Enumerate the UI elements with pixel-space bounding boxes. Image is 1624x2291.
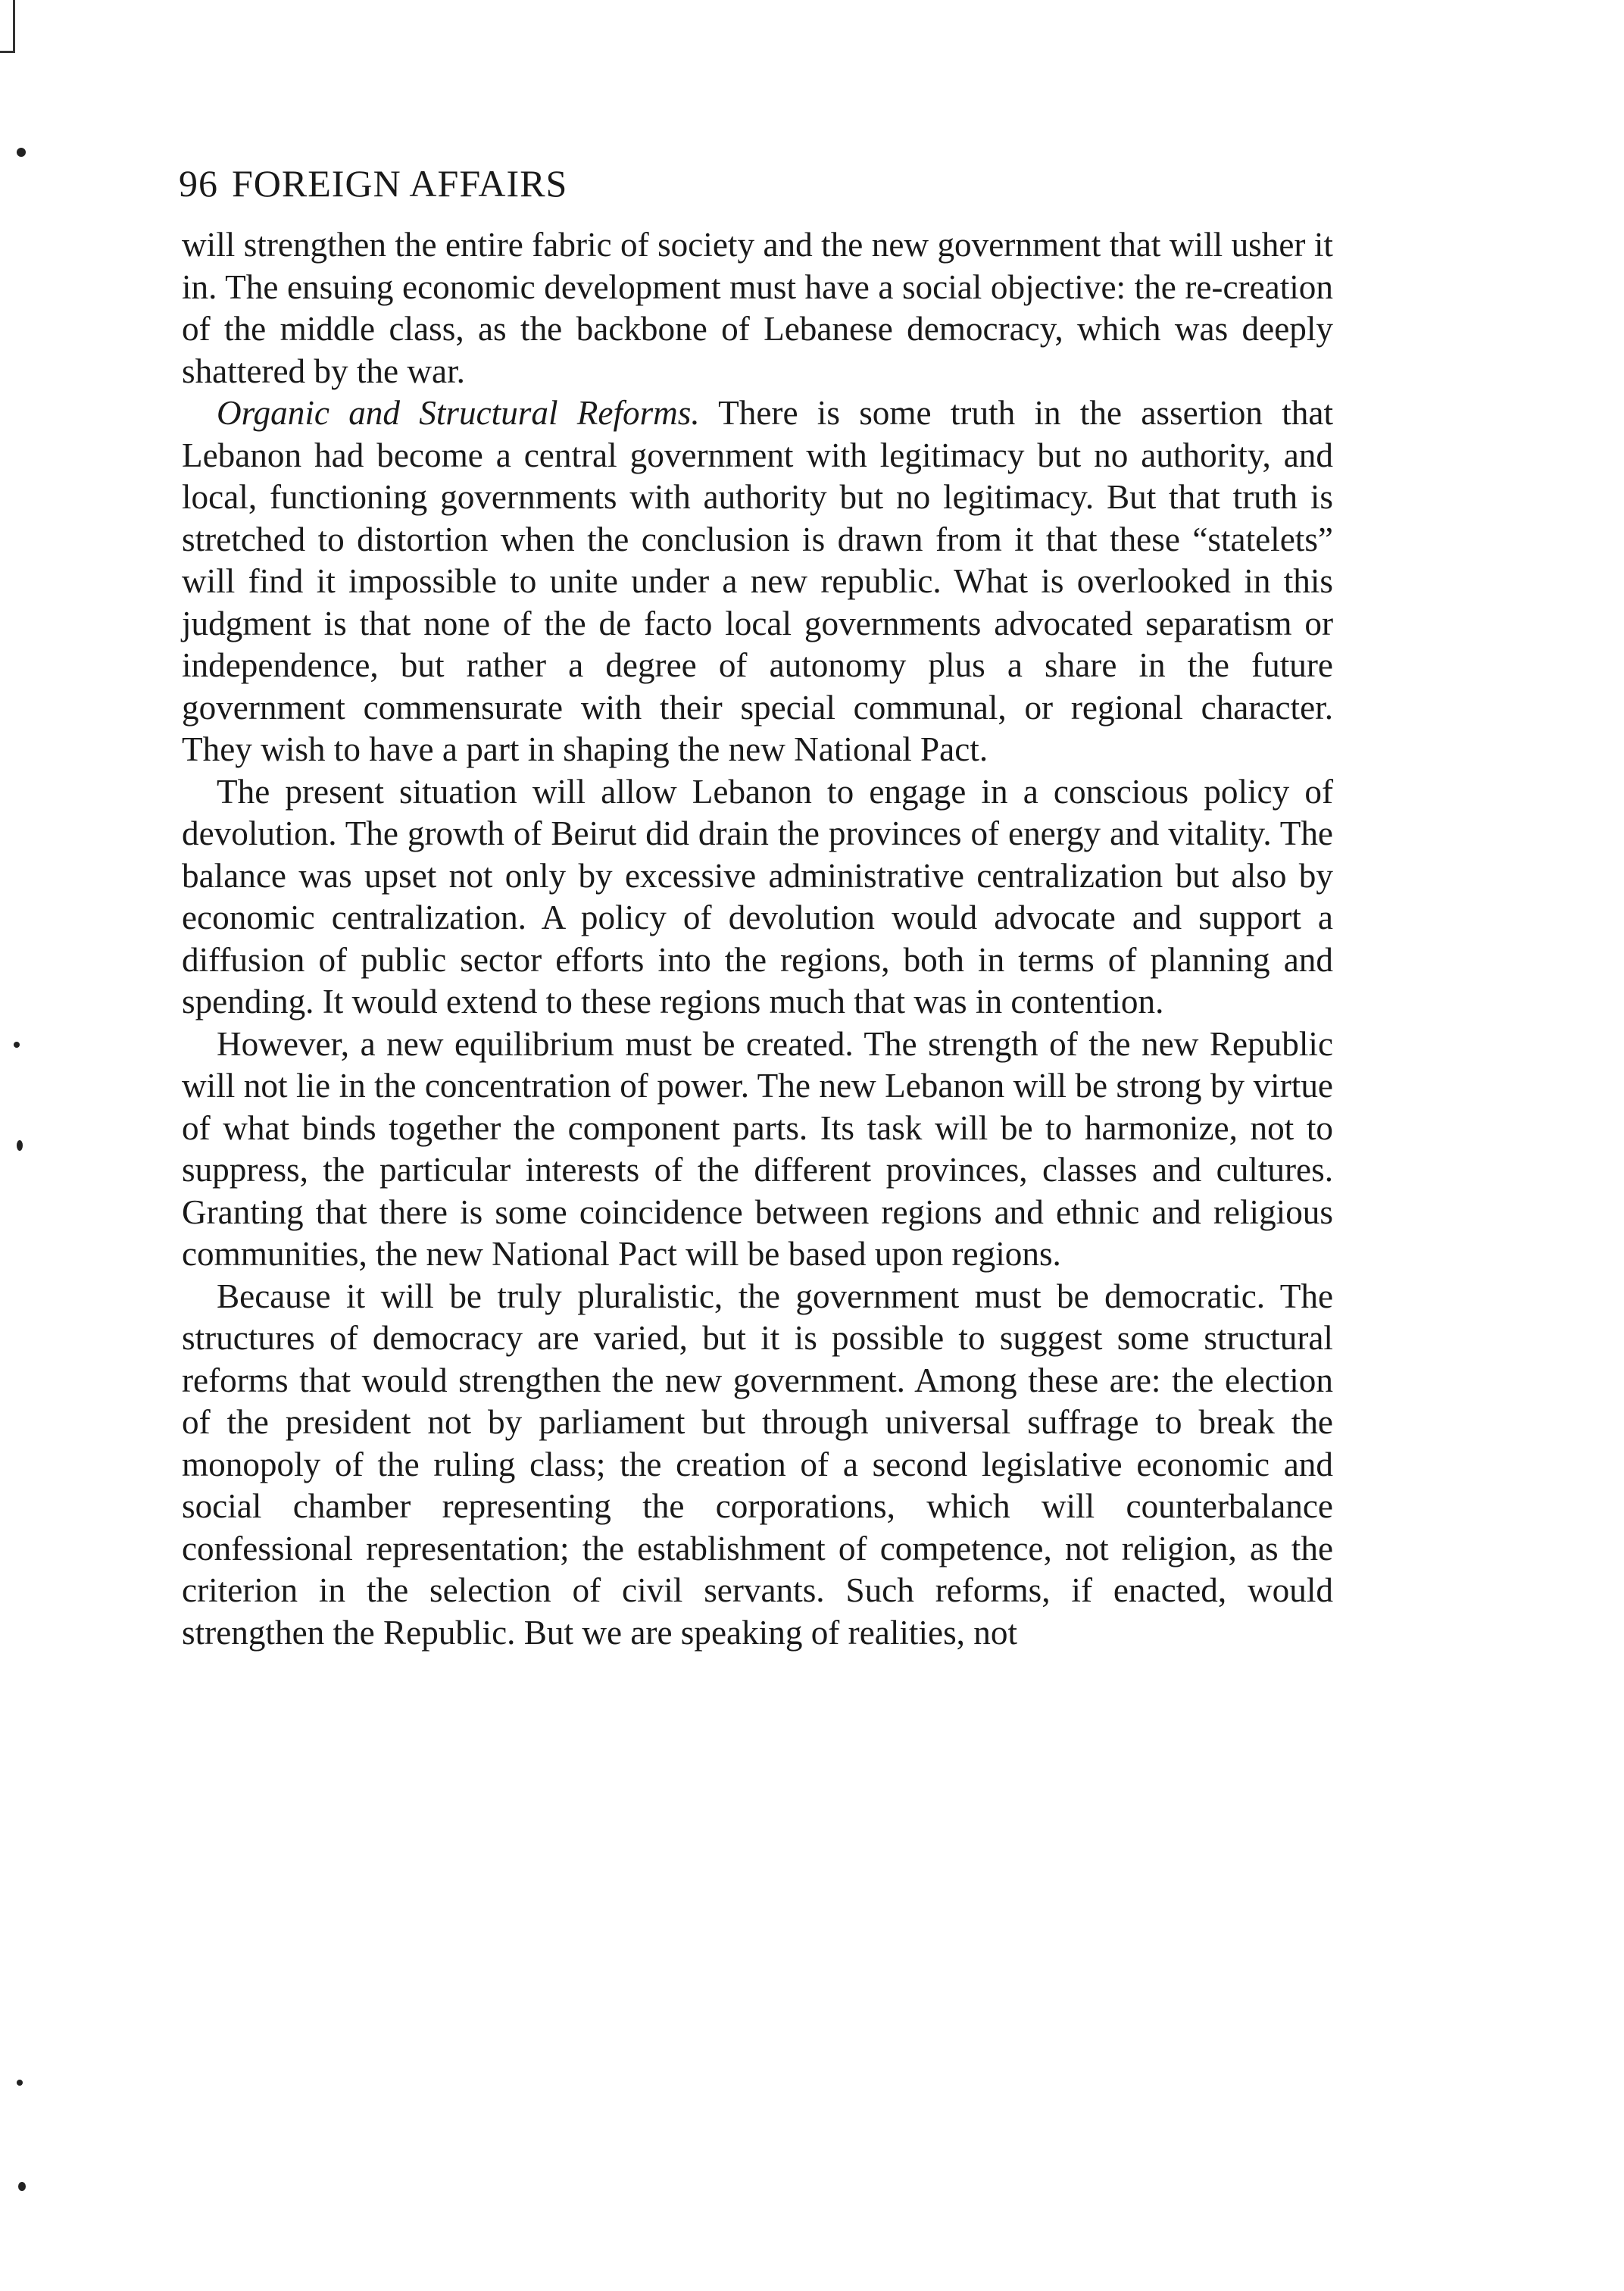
- page-number: 96: [179, 162, 218, 205]
- paragraph-text: Because it will be truly pluralistic, the government must be democratic. The structures of democracy are varied, but it is possible to suggest some structural reforms that would strengthen the new government. Among these are: the election of the president not by parliament but through universal suffrage to break the monopoly of the ruling class; the creation of a second legislative economic and social chamber representing the corporations, which will counterbalance confessional representation; the establishment of competence, not religion, as the criterion in the selection of civil servants. Such reforms, if enacted, would strengthen the Republic. But we are speaking of realities, not: [182, 1277, 1333, 1652]
- paragraph: [182, 1276, 1333, 1655]
- running-head: [179, 161, 567, 206]
- paragraph-text: The present situation will allow Lebanon to engage in a conscious policy of devolution. The growth of Beirut did drain the provinces of energy and vitality. The balance was upset not only by excessive administrative centralization but also by economic centralization. A policy of devolution would advocate and support a diffusion of public sector efforts into the regions, both in terms of planning and spending. It would extend to these regions much that was in contention.: [182, 772, 1333, 1020]
- scan-speck: [18, 2182, 26, 2191]
- scan-speck: [14, 1042, 20, 1048]
- scan-speck: [17, 2080, 23, 2086]
- paragraph: [182, 224, 1333, 392]
- scan-speck: [17, 1140, 23, 1151]
- paragraph-text: will strengthen the entire fabric of society and the new government that will usher it in. The ensuing economic development must have a social objective: the re-creation of the middle class, as the backbone of Lebanese democracy, which was deeply shattered by the war.: [182, 226, 1333, 390]
- scan-edge-mark: [0, 0, 15, 53]
- scan-speck: [17, 148, 26, 157]
- paragraph: [182, 771, 1333, 1024]
- section-lead-in: Organic and Structural Reforms.: [217, 394, 700, 432]
- journal-title: FOREIGN AFFAIRS: [232, 162, 568, 205]
- article-body: [182, 224, 1333, 1654]
- paragraph-text: There is some truth in the assertion that Lebanon had become a central government with legitimacy but no authority, and local, functioning governments with authority but no legitimacy. But that truth is stretched to distortion when the conclusion is drawn from it that these “statelets” will find it impossible to unite under a new republic. What is overlooked in this judgment is that none of the de facto local governments advocated separatism or independence, but rather a degree of autonomy plus a share in the future government commensurate with their special communal, or regional character. They wish to have a part in shaping the new National Pact.: [182, 394, 1333, 768]
- paragraph-text: However, a new equilibrium must be created. The strength of the new Republic will not lie in the concentration of power. The new Lebanon will be strong by virtue of what binds together the component parts. Its task will be to harmonize, not to suppress, the particular interests of the different provinces, classes and cultures. Granting that there is some coincidence between regions and ethnic and religious communities, the new National Pact will be based upon regions.: [182, 1024, 1333, 1273]
- paragraph: [182, 392, 1333, 771]
- paragraph: [182, 1024, 1333, 1276]
